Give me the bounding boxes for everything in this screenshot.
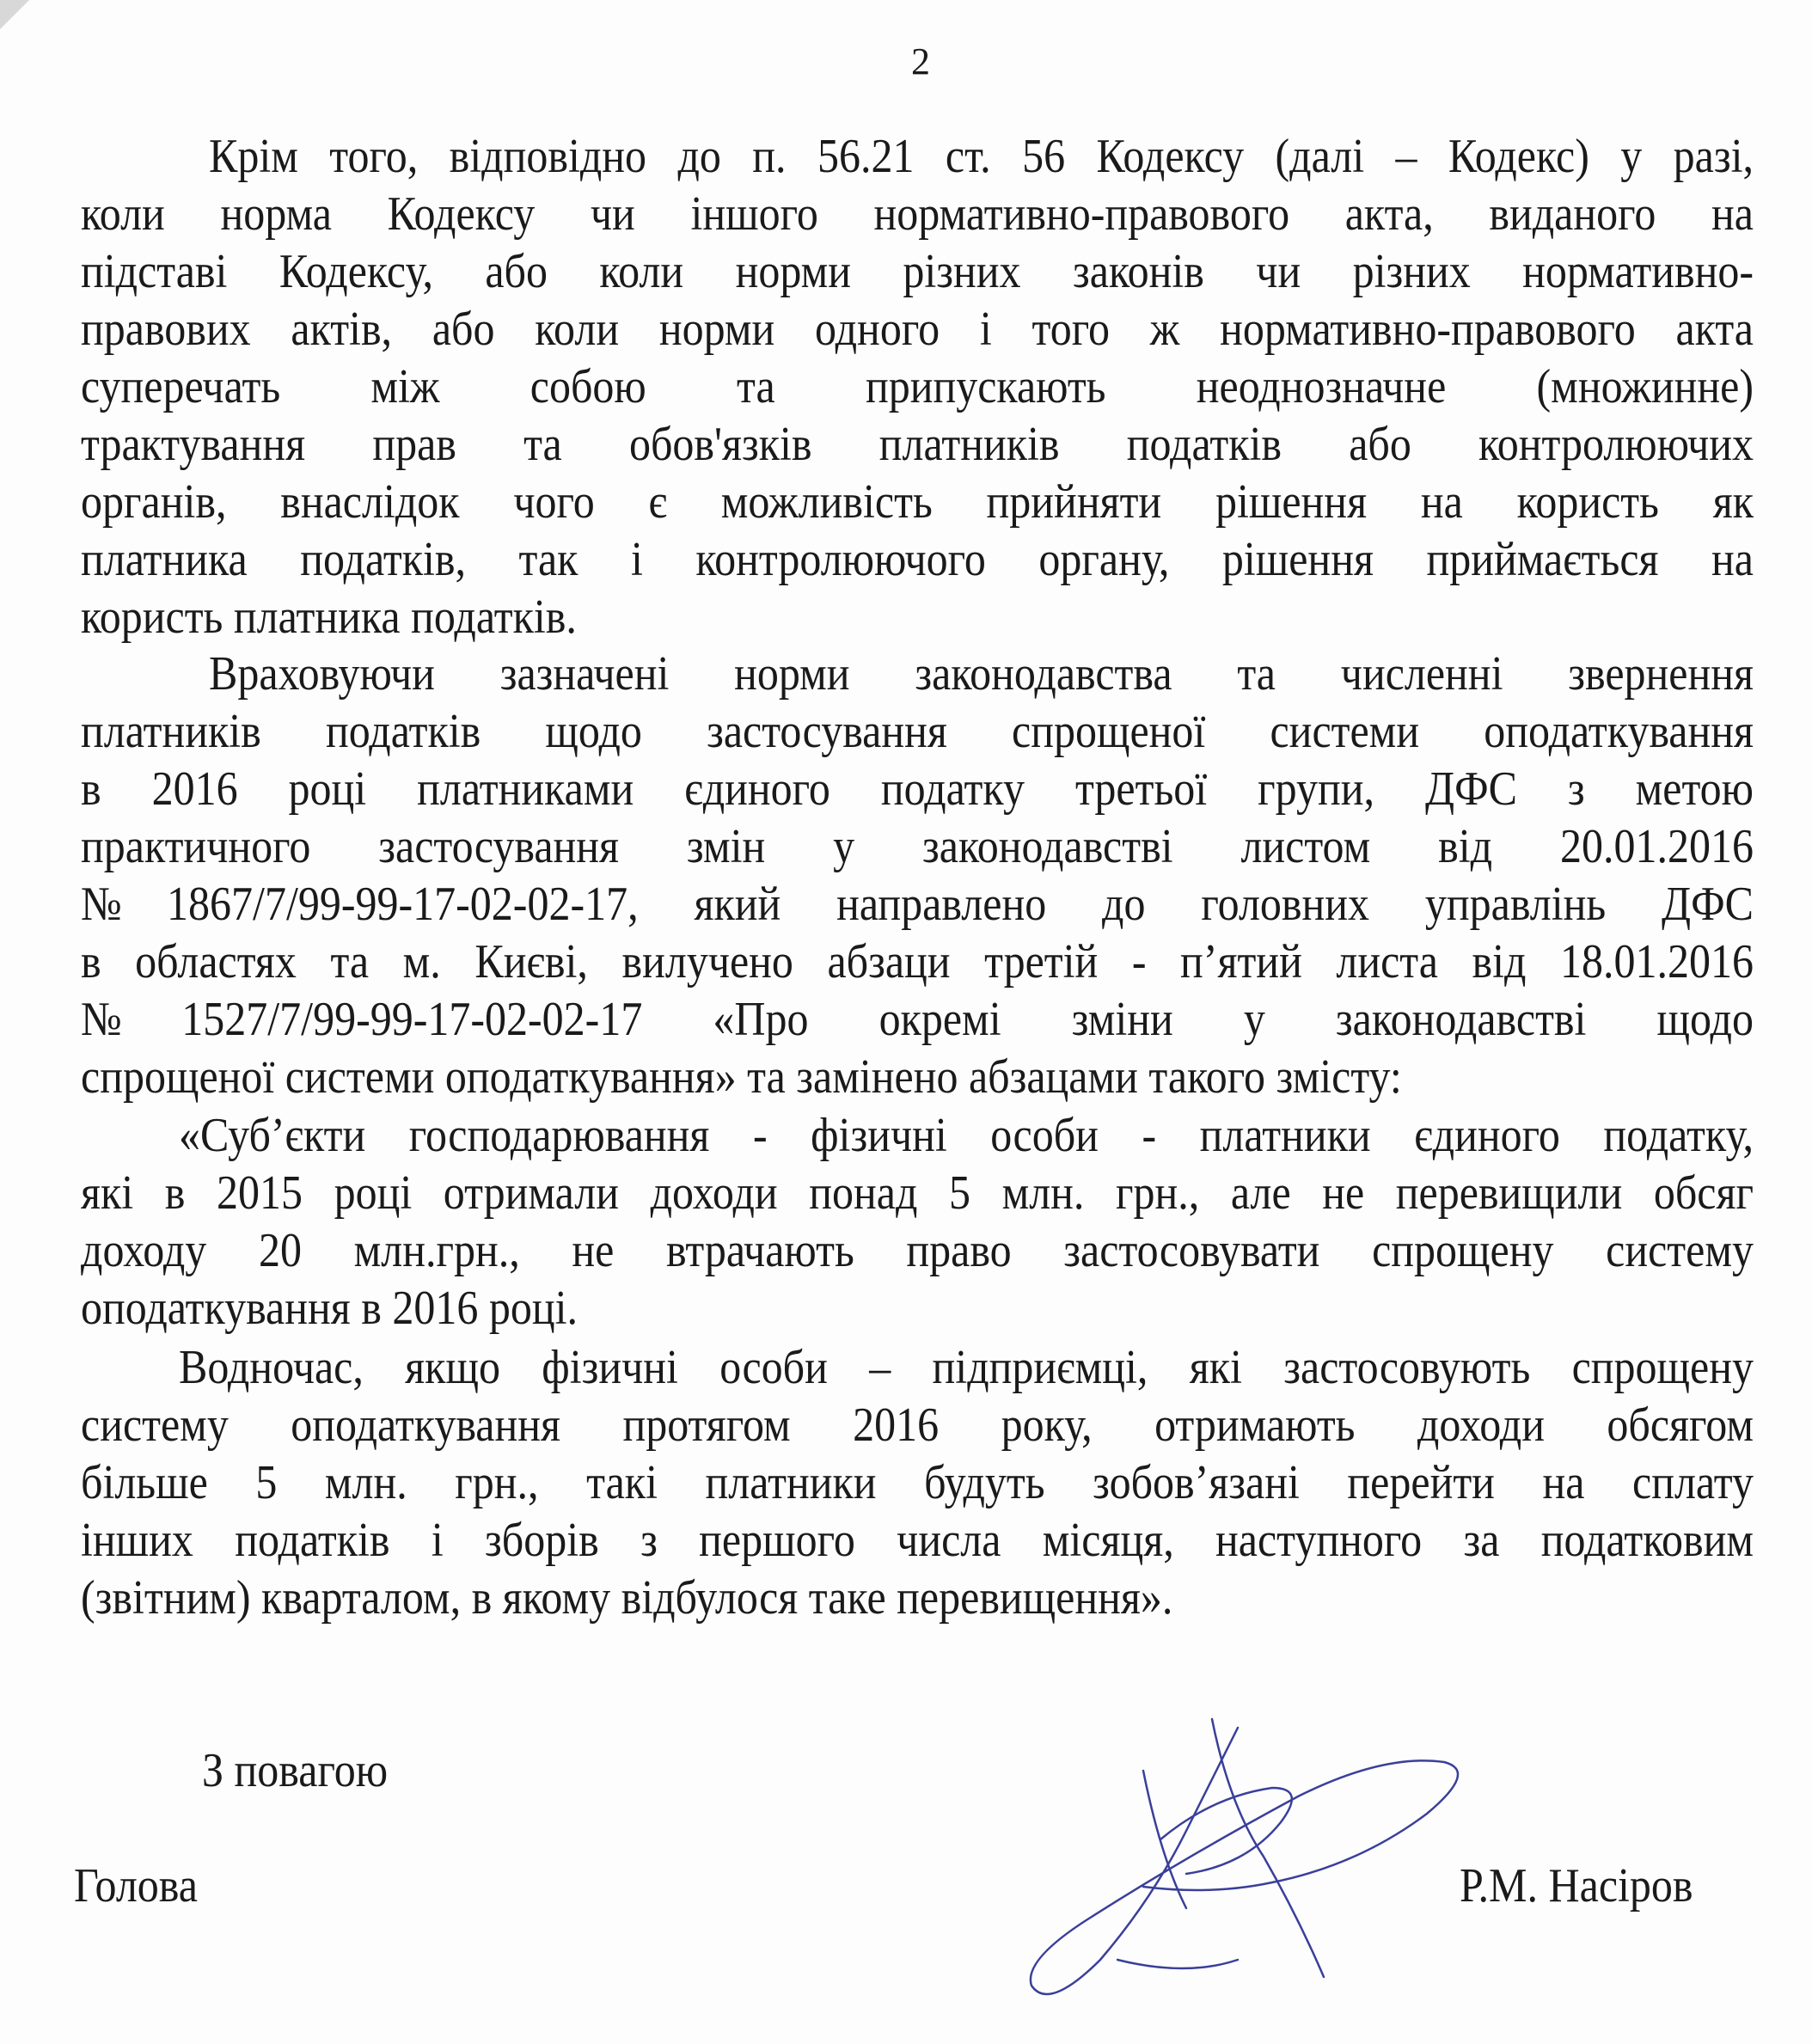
text-line: платників податків щодо застосування спрощеної системи оподаткування bbox=[81, 703, 1754, 758]
scan-corner-fold bbox=[0, 0, 29, 29]
text-line: суперечать між собою та припускають неоднозначне (множинне) bbox=[81, 358, 1754, 413]
text-line: більше 5 млн. грн., такі платники будуть зобов’язані перейти на сплату bbox=[81, 1454, 1754, 1509]
text-line: в областях та м. Києві, вилучено абзаци третій - п’ятий листа від 18.01.2016 bbox=[81, 933, 1754, 988]
text-line: органів, внаслідок чого є можливість прийняти рішення на користь як bbox=[81, 474, 1754, 529]
paragraph-1 bbox=[81, 127, 1754, 646]
text-line: Враховуючи зазначені норми законодавства та численні звернення bbox=[209, 646, 1754, 701]
text-line: систему оподаткування протягом 2016 року, отримають доходи обсягом bbox=[81, 1397, 1754, 1452]
text-line: практичного застосування змін у законодавстві листом від 20.01.2016 bbox=[81, 818, 1754, 873]
handwritten-signature bbox=[1014, 1702, 1496, 2011]
text-line: користь платника податків. bbox=[81, 589, 577, 644]
paragraph-2 bbox=[81, 645, 1754, 1105]
text-line: Водночас, якщо фізичні особи – підприємці, які застосовують спрощену bbox=[179, 1339, 1754, 1394]
text-line: оподаткування в 2016 році. bbox=[81, 1280, 578, 1335]
text-line: №1527/7/99-99-17-02-02-17 «Про окремі зміни у законодавстві щодо bbox=[81, 991, 1754, 1046]
signatory-position: Голова bbox=[74, 1857, 198, 1912]
paragraph-3-quote bbox=[81, 1106, 1754, 1337]
text-line: трактування прав та обов'язків платників податків або контролюючих bbox=[81, 416, 1754, 471]
text-line: доходу 20 млн.грн., не втрачають право застосовувати спрощену систему bbox=[81, 1222, 1754, 1277]
paragraph-4 bbox=[81, 1338, 1754, 1626]
text-line: в 2016 році платниками єдиного податку третьої групи, ДФС з метою bbox=[81, 761, 1754, 816]
text-line: правових актів, або коли норми одного і того ж нормативно-правового акта bbox=[81, 301, 1754, 356]
text-line: Крім того, відповідно до п. 56.21 ст. 56 Кодексу (далі – Кодекс) у разі, bbox=[209, 128, 1754, 183]
text-line: інших податків і зборів з першого числа місяця, наступного за податковим bbox=[81, 1512, 1754, 1567]
text-line: які в 2015 році отримали доходи понад 5 млн. грн., але не перевищили обсяг bbox=[81, 1165, 1754, 1220]
signatory-name: Р.М. Насіров bbox=[1460, 1857, 1693, 1912]
text-line: спрощеної системи оподаткування» та замінено абзацами такого змісту: bbox=[81, 1049, 1402, 1104]
closing-phrase: З повагою bbox=[202, 1742, 389, 1797]
text-line: (звітним) кварталом, в якому відбулося таке перевищення». bbox=[81, 1570, 1173, 1625]
text-line: коли норма Кодексу чи іншого нормативно-правового акта, виданого на bbox=[81, 186, 1754, 241]
text-line: платника податків, так і контролюючого органу, рішення приймається на bbox=[81, 531, 1754, 586]
text-line: «Суб’єкти господарювання - фізичні особи - платники єдиного податку, bbox=[179, 1107, 1754, 1162]
page-number: 2 bbox=[911, 40, 930, 83]
text-line: підставі Кодексу, або коли норми різних законів чи різних нормативно- bbox=[81, 243, 1754, 298]
text-line: №1867/7/99-99-17-02-02-17, який направлено до головних управлінь ДФС bbox=[81, 876, 1754, 931]
